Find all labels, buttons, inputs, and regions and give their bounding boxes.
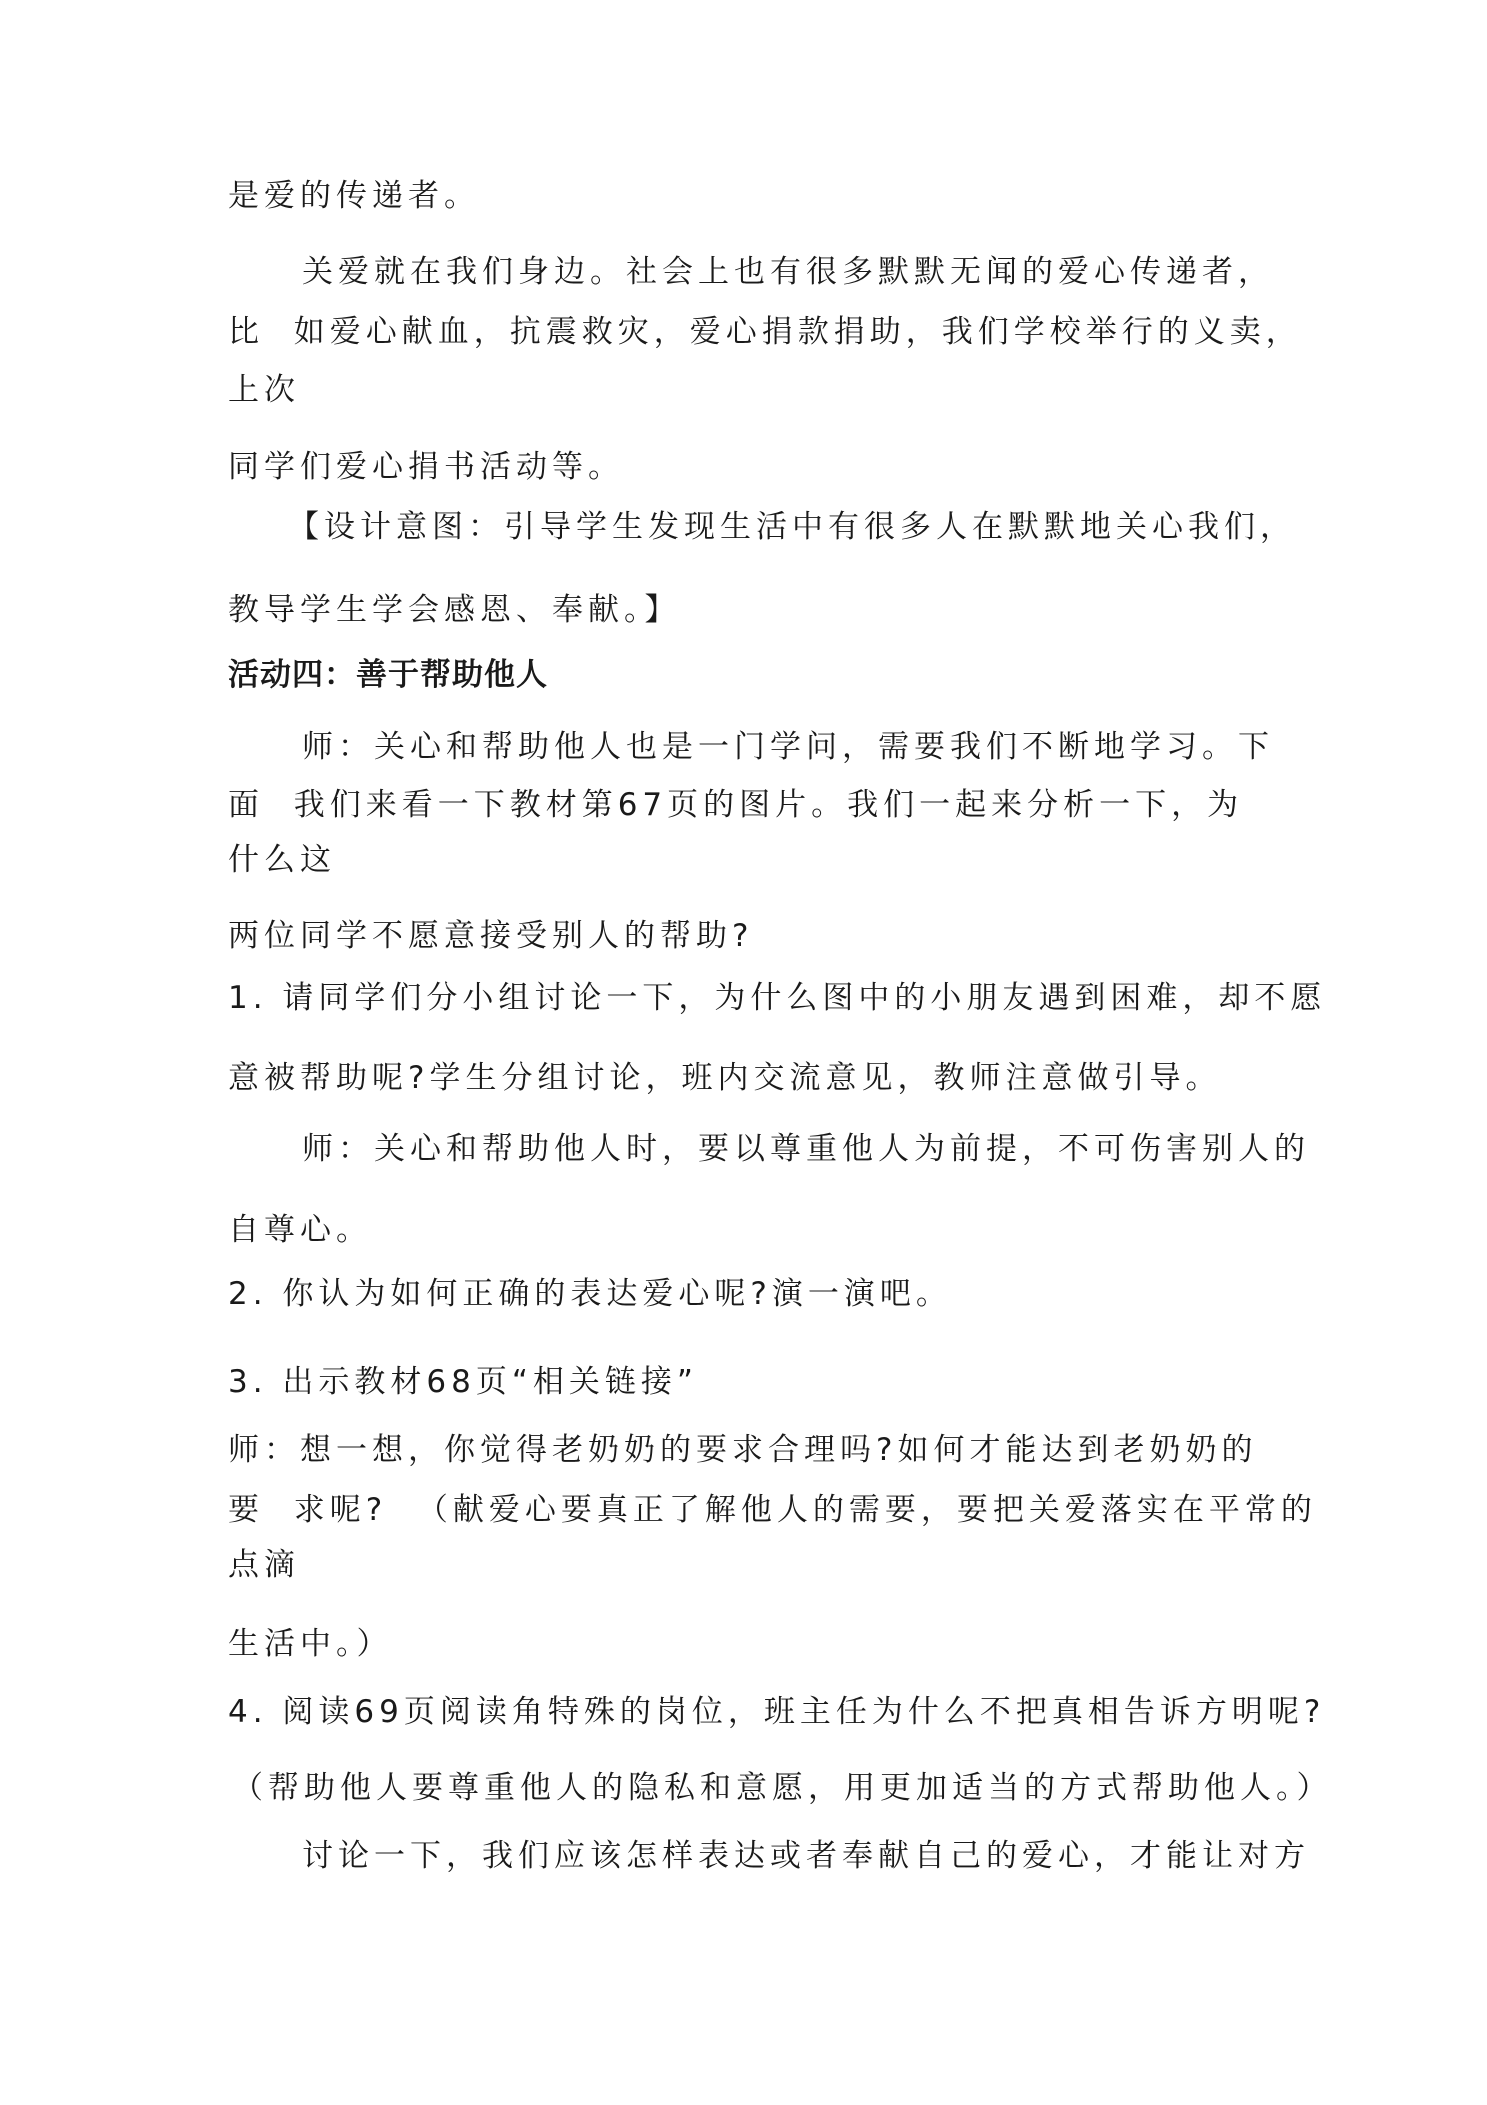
paragraph-line: 上次	[228, 372, 300, 408]
paragraph-line: 教导学生学会感恩、奉献。】	[228, 592, 681, 628]
paragraph-line: （帮助他人要尊重他人的隐私和意愿，用更加适当的方式帮助他人。）	[232, 1770, 1333, 1806]
paragraph-line: 师：想一想，你觉得老奶奶的要求合理吗?如何才能达到老奶奶的	[228, 1432, 1258, 1468]
paragraph-line: 意被帮助呢?学生分组讨论，班内交流意见，教师注意做引导。	[228, 1060, 1222, 1096]
paragraph-line: 比 如爱心献血，抗震救灾，爱心捐款捐助，我们学校举行的义卖，	[228, 314, 1302, 350]
list-item: 4. 阅读69页阅读角特殊的岗位，班主任为什么不把真相告诉方明呢?	[228, 1694, 1326, 1730]
list-item: 2. 你认为如何正确的表达爱心呢?演一演吧。	[228, 1276, 952, 1312]
paragraph-line: 师：关心和帮助他人时，要以尊重他人为前提，不可伤害别人的	[302, 1131, 1310, 1167]
paragraph-line: 什么这	[228, 842, 336, 878]
list-item: 1. 请同学们分小组讨论一下，为什么图中的小朋友遇到困难，却不愿	[228, 980, 1327, 1016]
paragraph-line: 两位同学不愿意接受别人的帮助?	[228, 918, 754, 954]
list-item: 3. 出示教材68页“相关链接”	[228, 1364, 698, 1400]
paragraph-line: 面 我们来看一下教材第67页的图片。我们一起来分析一下，为	[228, 787, 1244, 823]
paragraph-line: 同学们爱心捐书活动等。	[228, 449, 624, 485]
paragraph-line: 自尊心。	[228, 1212, 372, 1248]
paragraph-line: 点滴	[228, 1547, 300, 1583]
paragraph-line: 讨论一下，我们应该怎样表达或者奉献自己的爱心，才能让对方	[302, 1838, 1310, 1874]
section-heading: 活动四：善于帮助他人	[228, 657, 548, 693]
paragraph-line: 要 求呢? （献爱心要真正了解他人的需要，要把关爱落实在平常的	[228, 1492, 1317, 1528]
paragraph-line: 生活中。）	[228, 1626, 393, 1662]
paragraph-line: 师：关心和帮助他人也是一门学问，需要我们不断地学习。下	[302, 729, 1274, 765]
paragraph-line: 是爱的传递者。	[228, 178, 480, 214]
paragraph-line: 关爱就在我们身边。社会上也有很多默默无闻的爱心传递者，	[302, 254, 1274, 290]
paragraph-line: 【设计意图：引导学生发现生活中有很多人在默默地关心我们，	[288, 509, 1296, 545]
